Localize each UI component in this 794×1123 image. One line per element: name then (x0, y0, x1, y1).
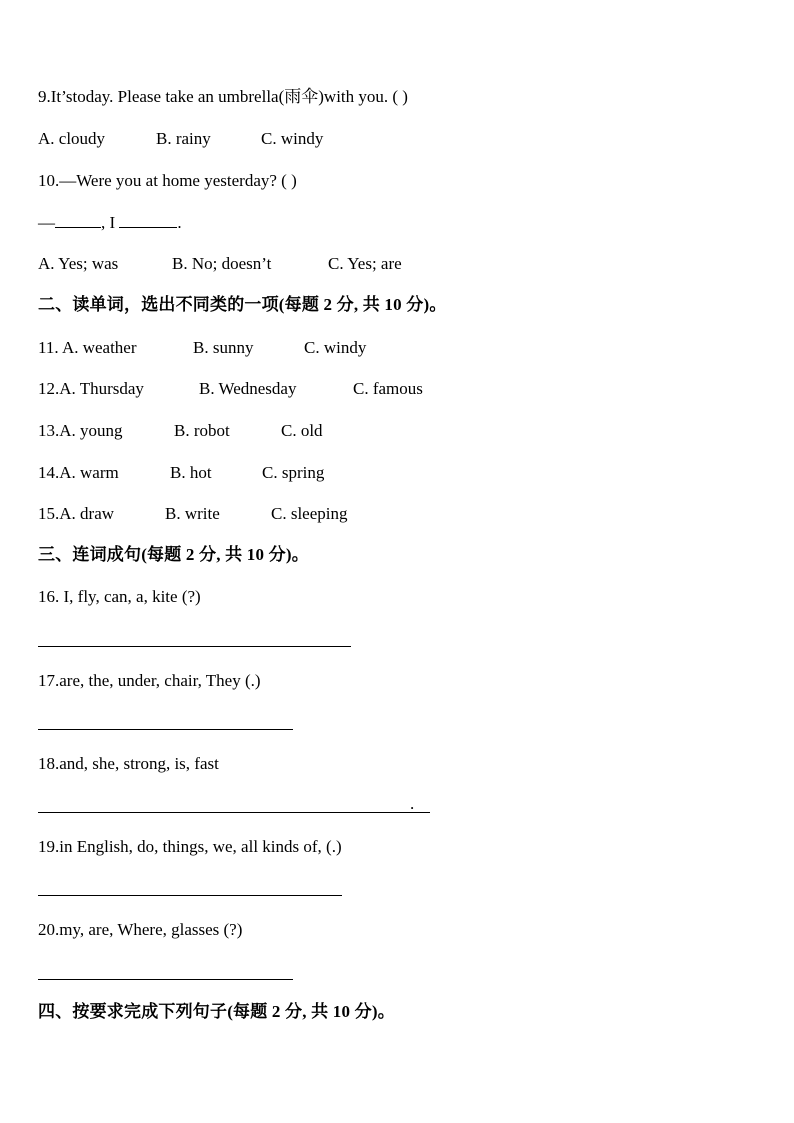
question-16-prompt: 16. I, fly, can, a, kite (?) (38, 587, 201, 606)
question-10-stem: 10.—Were you at home yesterday? ( ) (38, 171, 297, 190)
reply-end: . (177, 213, 182, 232)
answer-blank-2 (119, 213, 177, 228)
option-a: A. draw (59, 504, 115, 523)
dash: — (38, 213, 55, 232)
question-number: 11. (38, 338, 62, 357)
answer-line-17 (38, 729, 293, 730)
question-10-reply (38, 212, 182, 234)
option-c: C. spring (262, 463, 325, 482)
question-18-prompt: 18.and, she, strong, is, fast (38, 754, 219, 773)
section-3-heading: 三、连词成句(每题 2 分, 共 10 分)。 (38, 545, 309, 564)
option-b: B. sunny (193, 338, 254, 357)
question-9-options (38, 128, 324, 150)
option-a: A. Thursday (59, 379, 144, 398)
option-a: A. young (59, 421, 123, 440)
option-c: C. famous (353, 379, 423, 398)
option-c: C. Yes; are (328, 254, 402, 273)
question-17-prompt: 17.are, the, under, chair, They (.) (38, 671, 261, 690)
answer-line-20 (38, 979, 293, 980)
question-9-stem: 9.It’stoday. Please take an umbrella(雨伞)with you. ( ) (38, 87, 408, 106)
option-b: B. No; doesn’t (172, 254, 272, 273)
question-11 (38, 337, 367, 359)
question-20-prompt: 20.my, are, Where, glasses (?) (38, 920, 243, 939)
question-number: 15. (38, 504, 60, 523)
option-c: C. sleeping (271, 504, 348, 523)
option-c: C. old (281, 421, 323, 440)
section-2-heading: 二、读单词，选出不同类的一项(每题 2 分, 共 10 分)。 (38, 295, 447, 314)
option-b: B. write (165, 504, 220, 523)
option-b: B. robot (174, 421, 230, 440)
question-number: 14. (38, 463, 60, 482)
question-15 (38, 503, 348, 525)
answer-line-16 (38, 646, 351, 647)
question-14 (38, 462, 325, 484)
option-a: A. warm (59, 463, 119, 482)
option-a: A. cloudy (38, 129, 106, 148)
answer-line-19 (38, 895, 342, 896)
question-13 (38, 420, 323, 442)
option-b: B. Wednesday (199, 379, 297, 398)
option-c: C. windy (304, 338, 367, 357)
option-a: A. Yes; was (38, 254, 119, 273)
sentence-period: . (410, 794, 415, 813)
reply-mid: , I (101, 213, 120, 232)
section-4-heading: 四、按要求完成下列句子(每题 2 分, 共 10 分)。 (38, 1002, 395, 1021)
question-10-options (38, 253, 402, 275)
question-19-prompt: 19.in English, do, things, we, all kinds of, (.) (38, 837, 342, 856)
option-c: C. windy (261, 129, 324, 148)
question-12 (38, 378, 423, 400)
question-number: 13. (38, 421, 60, 440)
answer-line-18 (38, 812, 430, 813)
option-b: B. rainy (156, 129, 211, 148)
question-number: 12. (38, 379, 60, 398)
option-b: B. hot (170, 463, 212, 482)
answer-blank-1 (55, 213, 101, 228)
option-a: A. weather (61, 338, 137, 357)
